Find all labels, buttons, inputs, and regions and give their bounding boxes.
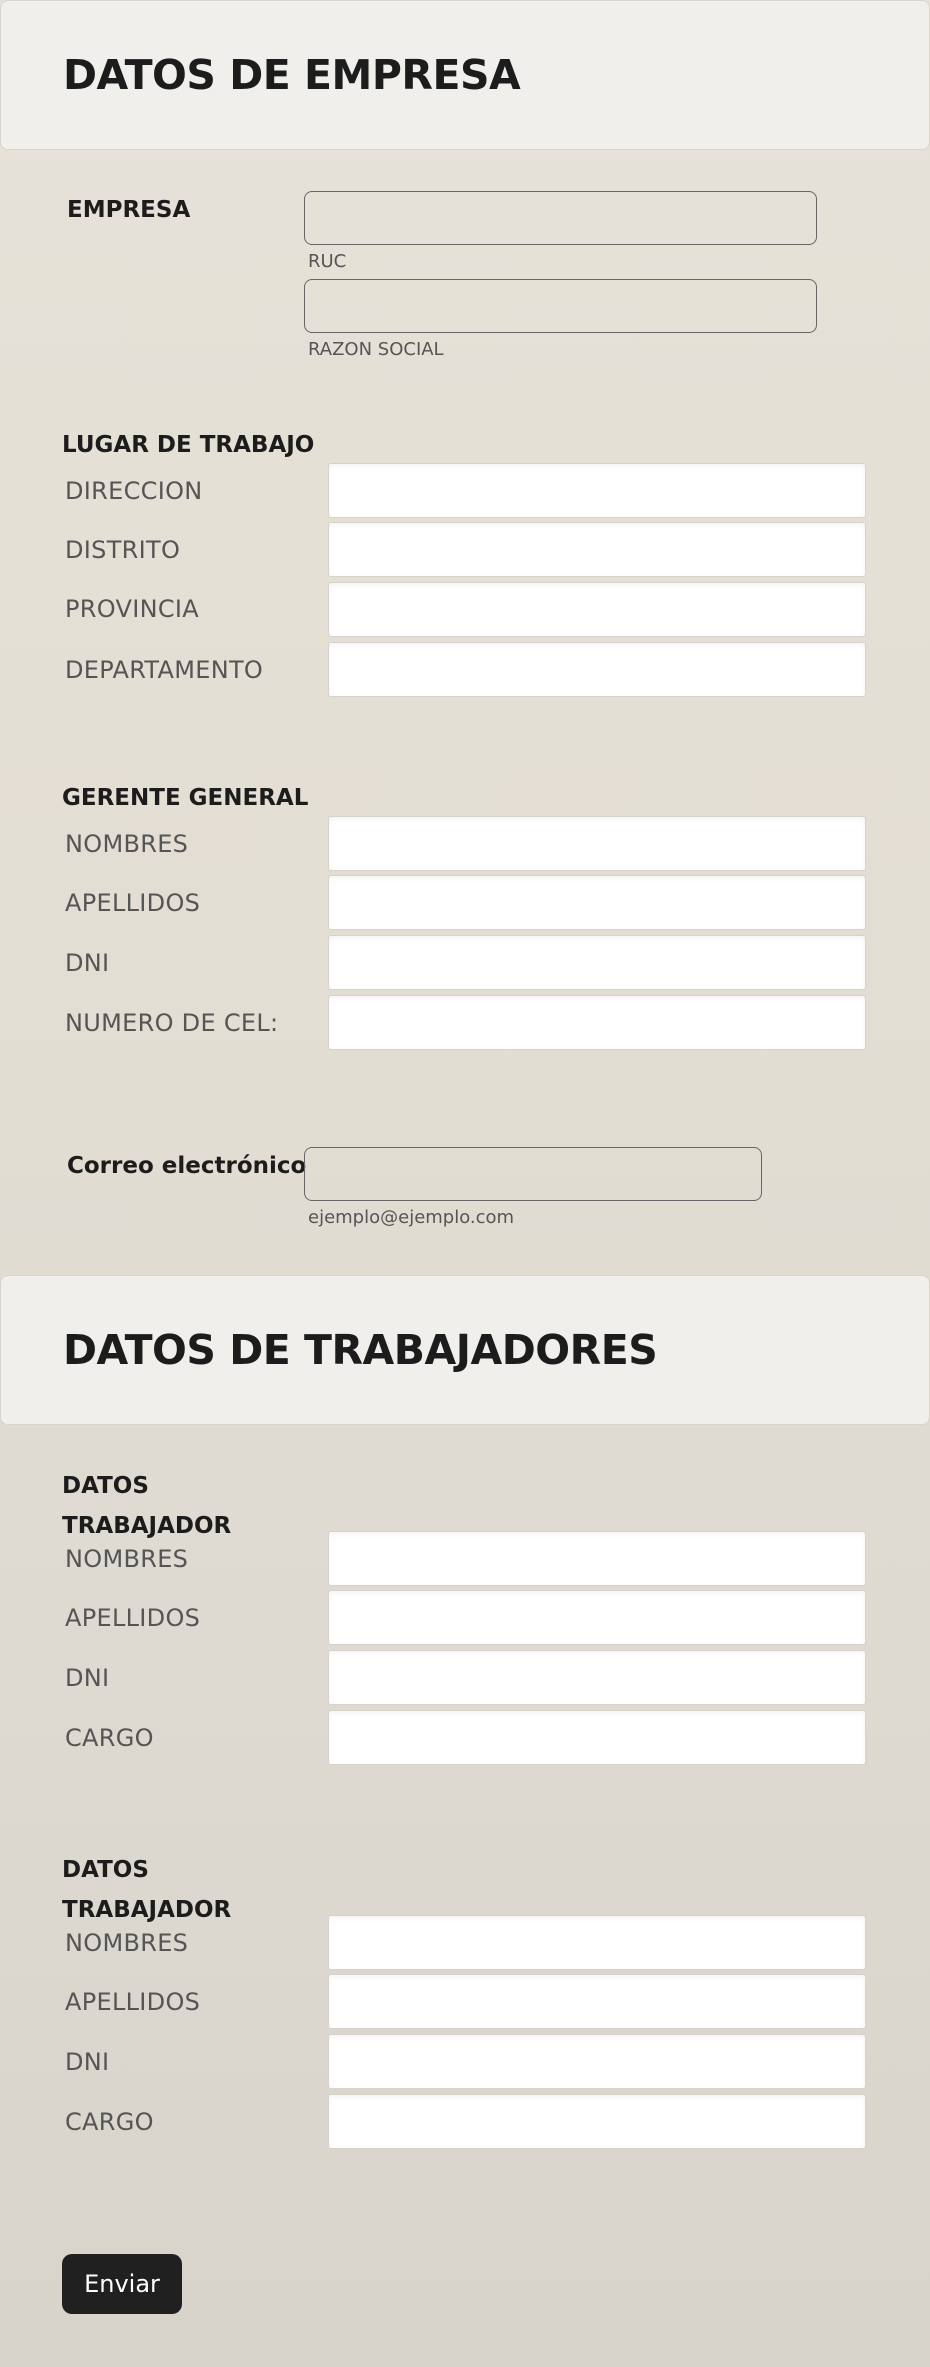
empresa-label: EMPRESA bbox=[67, 197, 191, 223]
direccion-label: DIRECCION bbox=[65, 477, 203, 505]
departamento-input[interactable] bbox=[328, 642, 866, 697]
distrito-input[interactable] bbox=[328, 522, 866, 577]
trabajador-1-nombres-label: NOMBRES bbox=[65, 1545, 189, 1573]
trabajador-2-cargo-label: CARGO bbox=[65, 2108, 154, 2136]
trabajador-2-apellidos-label: APELLIDOS bbox=[65, 1988, 201, 2016]
trabajador-2-dni-label: DNI bbox=[65, 2048, 110, 2076]
trabajador-2-dni-input[interactable] bbox=[328, 2034, 866, 2089]
gerente-apellidos-input[interactable] bbox=[328, 875, 866, 930]
trabajador-2-nombres-input[interactable] bbox=[328, 1915, 866, 1970]
trabajador-1-dni-label: DNI bbox=[65, 1664, 110, 1692]
gerente-cel-label: NUMERO DE CEL: bbox=[65, 1009, 279, 1037]
provincia-input[interactable] bbox=[328, 582, 866, 637]
trabajador-2-apellidos-input[interactable] bbox=[328, 1974, 866, 2029]
trabajador-1-dni-input[interactable] bbox=[328, 1650, 866, 1705]
ruc-input[interactable] bbox=[304, 191, 817, 245]
razon-social-input[interactable] bbox=[304, 279, 817, 333]
trabajador-1-cargo-label: CARGO bbox=[65, 1724, 154, 1752]
gerente-cel-input[interactable] bbox=[328, 995, 866, 1050]
trabajador-2-cargo-input[interactable] bbox=[328, 2094, 866, 2149]
correo-input[interactable] bbox=[304, 1147, 762, 1201]
trabajadores-section-title: DATOS DE TRABAJADORES bbox=[63, 1326, 658, 1374]
submit-button[interactable]: Enviar bbox=[62, 2254, 182, 2314]
empresa-section-header bbox=[0, 0, 930, 150]
trabajadores-section-header bbox=[0, 1275, 930, 1425]
gerente-nombres-input[interactable] bbox=[328, 816, 866, 871]
trabajador-2-nombres-label: NOMBRES bbox=[65, 1929, 189, 1957]
correo-label: Correo electrónico bbox=[67, 1153, 307, 1179]
departamento-label: DEPARTAMENTO bbox=[65, 656, 264, 684]
gerente-general-title: GERENTE GENERAL bbox=[62, 785, 309, 811]
direccion-input[interactable] bbox=[328, 463, 866, 518]
empresa-section-title: DATOS DE EMPRESA bbox=[63, 51, 521, 99]
correo-sublabel: ejemplo@ejemplo.com bbox=[308, 1207, 515, 1228]
gerente-apellidos-label: APELLIDOS bbox=[65, 889, 201, 917]
gerente-dni-label: DNI bbox=[65, 949, 110, 977]
trabajador-1-nombres-input[interactable] bbox=[328, 1531, 866, 1586]
distrito-label: DISTRITO bbox=[65, 536, 181, 564]
razon-social-sublabel: RAZON SOCIAL bbox=[308, 339, 444, 360]
lugar-trabajo-title: LUGAR DE TRABAJO bbox=[62, 432, 315, 458]
gerente-dni-input[interactable] bbox=[328, 935, 866, 990]
provincia-label: PROVINCIA bbox=[65, 595, 200, 623]
trabajador-1-title: DATOS TRABAJADOR bbox=[62, 1473, 232, 1540]
trabajador-1-cargo-input[interactable] bbox=[328, 1710, 866, 1765]
trabajador-2-title: DATOS TRABAJADOR bbox=[62, 1857, 232, 1924]
trabajador-1-apellidos-input[interactable] bbox=[328, 1590, 866, 1645]
ruc-sublabel: RUC bbox=[308, 251, 347, 272]
trabajador-1-apellidos-label: APELLIDOS bbox=[65, 1604, 201, 1632]
gerente-nombres-label: NOMBRES bbox=[65, 830, 189, 858]
